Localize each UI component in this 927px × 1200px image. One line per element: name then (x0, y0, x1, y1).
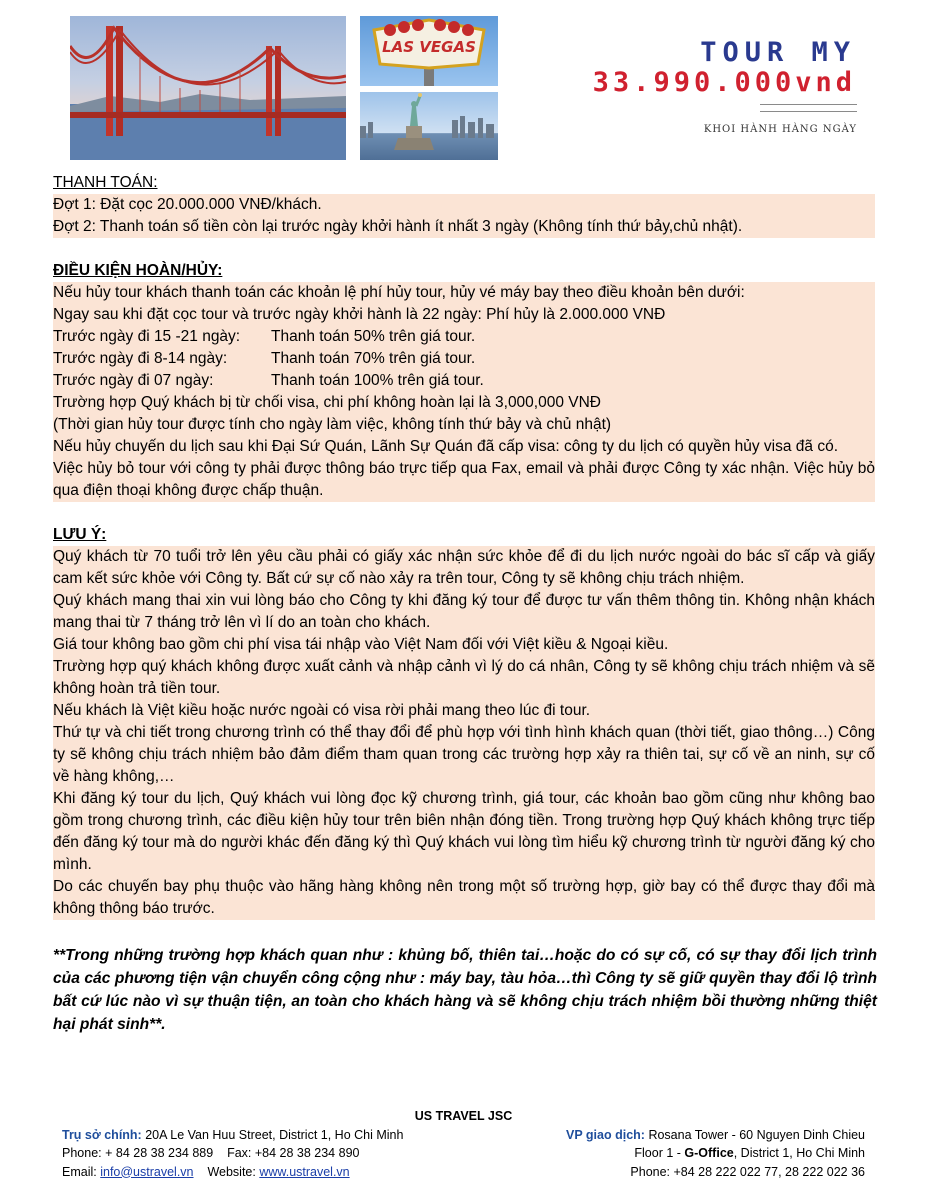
office-floor (566, 1144, 865, 1163)
note-item: Khi đăng ký tour du lịch, Quý khách vui lòng đọc kỹ chương trình, giá tour, các khoản bao gồm cũng như không bao gồm trong chương trình, các điều kiện hủy tour trên biên nhận đóng tiền. Trong trường hợp Quý khách không trực tiếp đến đăng ký tour mà do người khác đến đăng ký thì Quý khách vui lòng tìm hiểu kỹ chương trình từ người đăng ký cho mình. (53, 790, 875, 873)
floor-name: G-Office (684, 1146, 734, 1160)
force-majeure-notice: **Trong những trường hợp khách quan như : khủng bố, thiên tai…hoặc do có sự cố, có sự thay đổi lịch trình của các phương tiện vận chuyển công cộng như : máy bay, tàu hỏa…thì Công ty sẽ giữ quyền thay đổi lộ trình bất cứ lúc nào vì sự thuận tiện, an toàn cho khách hàng và sẽ không chịu trách nhiệm bồi thường những thiệt hại phát sinh**. (53, 947, 877, 1033)
tier-label: Trước ngày đi 15 -21 ngày: (53, 328, 241, 345)
cancellation-tier (53, 348, 875, 370)
note-item: Giá tour không bao gồm chi phí visa tái nhập vào Việt Nam đối với Việt kiều & Ngoại kiều. (53, 636, 669, 653)
cancellation-title: ĐIỀU KIỆN HOÀN/HỦY: (53, 262, 223, 279)
hq-address: 20A Le Van Huu Street, District 1, Ho Chi Minh (145, 1127, 404, 1142)
footer (62, 1107, 865, 1181)
payment-line: Đợt 1: Đặt cọc 20.000.000 VNĐ/khách. (53, 196, 322, 213)
terms-content (53, 172, 875, 920)
office-address: Rosana Tower - 60 Nguyen Dinh Chieu (648, 1127, 865, 1142)
office-label: VP giao dịch: (566, 1127, 645, 1142)
tier-value: Thanh toán 70% trên giá tour. (271, 350, 476, 367)
tier-value: Thanh toán 50% trên giá tour. (271, 328, 476, 345)
company-name: US TRAVEL JSC (414, 1109, 513, 1123)
hq-label: Trụ sở chính: (62, 1127, 142, 1142)
cancellation-notify-rule: Việc hủy bỏ tour với công ty phải được thông báo trực tiếp qua Fax, email và phải được Công ty xác nhận. Việc hủy bỏ qua điện thoại không được chấp thuận. (53, 460, 875, 499)
cancellation-tier (53, 370, 875, 392)
workdays-note: (Thời gian hủy tour được tính cho ngày làm việc, không tính thứ bảy và chủ nhật) (53, 416, 612, 433)
tour-brand (548, 38, 856, 98)
email-link[interactable]: info@ustravel.vn (100, 1164, 194, 1179)
note-item: Quý khách mang thai xin vui lòng báo cho Công ty khi đăng ký tour để được tư vấn thêm thông tin. Không nhận khách mang thai từ 7 tháng trở lên vì lí do an toàn cho khách. (53, 592, 875, 631)
tour-title: TOUR MY (700, 37, 856, 68)
payment-title: THANH TOÁN: (53, 174, 158, 191)
visa-granted-rule: Nếu hủy chuyến du lịch sau khi Đại Sứ Quán, Lãnh Sự Quán đã cấp visa: công ty du lịch có quyền hủy visa đã có. (53, 438, 839, 455)
cancellation-intro: Nếu hủy tour khách thanh toán các khoản lệ phí hủy tour, hủy vé máy bay theo điều khoản bên dưới: (53, 284, 745, 301)
statue-of-liberty-photo (360, 92, 498, 160)
las-vegas-sign-photo (360, 16, 498, 86)
note-item: Do các chuyến bay phụ thuộc vào hãng hàng không nên trong một số trường hợp, giờ bay có thể được thay đổi mà không thông báo trước. (53, 878, 875, 917)
header-banner (0, 0, 927, 170)
office-phone: Phone: +84 28 222 022 77, 28 222 022 36 (630, 1164, 865, 1179)
floor-suffix: , District 1, Ho Chi Minh (733, 1146, 865, 1160)
vegas-sign-text: LAS VEGAS (382, 38, 476, 56)
tier-value: Thanh toán 100% trên giá tour. (271, 372, 484, 389)
website-link[interactable]: www.ustravel.vn (259, 1164, 350, 1179)
payment-line: Đợt 2: Thanh toán số tiền còn lại trước ngày khởi hành ít nhất 3 ngày (Không tính thứ bảy,chủ nhật). (53, 218, 743, 235)
cancellation-deposit-rule: Ngay sau khi đặt cọc tour và trước ngày khởi hành là 22 ngày: Phí hủy là 2.000.000 VNĐ (53, 306, 666, 323)
payment-block (53, 194, 875, 238)
note-item: Nếu khách là Việt kiều hoặc nước ngoài có visa rời phải mang theo lúc đi tour. (53, 702, 591, 719)
note-item: Thứ tự và chi tiết trong chương trình có thể thay đổi để phù hợp với tình hình khách quan (thời tiết, giao thông…) Công ty sẽ không chịu trách nhiệm bảo đảm điểm tham quan trong các trường hợp xảy ra thiên tai, sự cố về an ninh, sự cố về hàng không,… (53, 724, 875, 785)
hq-phone-fax: Phone: + 84 28 38 234 889 Fax: +84 28 38 234 890 (62, 1146, 360, 1160)
brand-divider (760, 104, 857, 112)
tier-label: Trước ngày đi 07 ngày: (53, 372, 214, 389)
cancellation-tier (53, 326, 875, 348)
note-item: Quý khách từ 70 tuổi trở lên yêu cầu phải có giấy xác nhận sức khỏe để đi du lịch nước ngoài do bác sĩ cấp và giấy cam kết sức khỏe với Công ty. Bất cứ sự cố nào xảy ra trên tour, Công ty sẽ không chịu trách nhiệm. (53, 548, 875, 587)
office-info (566, 1126, 865, 1182)
notes-block (53, 546, 875, 920)
floor-prefix: Floor 1 - (634, 1146, 685, 1160)
notes-title: LƯU Ý: (53, 526, 107, 543)
note-item: Trường hợp quý khách không được xuất cảnh và nhập cảnh vì lý do cá nhân, Công ty sẽ không chịu trách nhiệm và sẽ không hoàn trả tiền tour. (53, 658, 875, 697)
website-label: Website: (207, 1164, 256, 1179)
headquarters-info (62, 1126, 403, 1182)
departure-tagline: KHOI HÀNH HÀNG NGÀY (703, 124, 857, 135)
golden-gate-bridge-photo (70, 16, 346, 160)
tier-label: Trước ngày đi 8-14 ngày: (53, 350, 228, 367)
tour-price: 33.990.000vnd (592, 67, 856, 98)
visa-refused-rule: Trường hợp Quý khách bị từ chối visa, chi phí không hoàn lại là 3,000,000 VNĐ (53, 394, 602, 411)
email-label: Email: (62, 1164, 97, 1179)
cancellation-block (53, 282, 875, 502)
